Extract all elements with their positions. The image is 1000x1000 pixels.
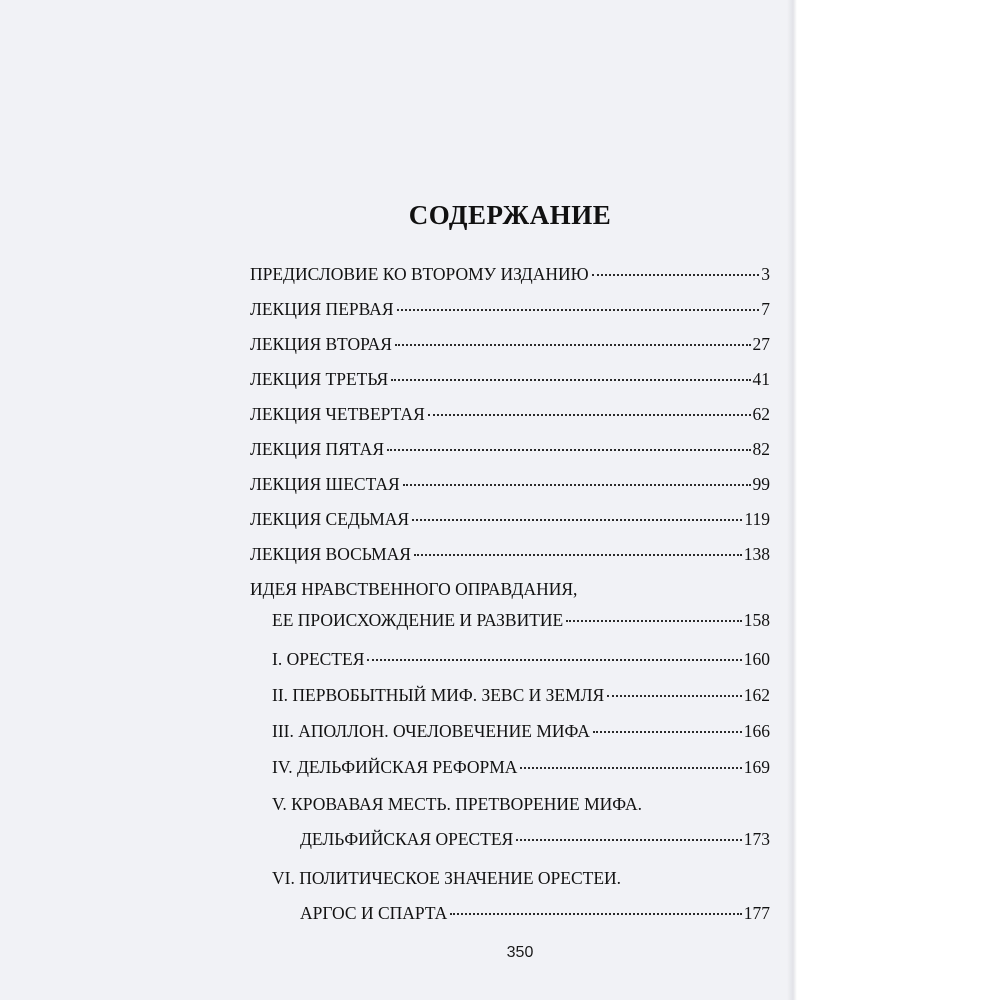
- toc-entry-lecture-5[interactable]: [250, 438, 770, 460]
- dot-leader: [450, 913, 741, 915]
- toc-entry-preface[interactable]: [250, 263, 770, 285]
- dot-leader: [397, 309, 760, 311]
- toc-entry-title: ЛЕКЦИЯ ПЕРВАЯ: [250, 299, 394, 319]
- toc-essay-title-line-1: ИДЕЯ НРАВСТВЕННОГО ОПРАВДАНИЯ,: [250, 579, 578, 599]
- dot-leader: [520, 767, 741, 769]
- toc-entry-page: 169: [743, 757, 770, 777]
- dot-leader: [414, 554, 742, 556]
- toc-entry-title: ЕЕ ПРОИСХОЖДЕНИЕ И РАЗВИТИЕ: [272, 610, 564, 630]
- dot-leader: [412, 519, 742, 521]
- paper-edge: [787, 0, 797, 1000]
- toc-entry-lecture-2[interactable]: [250, 333, 770, 355]
- dot-leader: [593, 731, 742, 733]
- toc-entry-section-2[interactable]: [272, 684, 770, 706]
- toc-entry-title: III. АПОЛЛОН. ОЧЕЛОВЕЧЕНИЕ МИФА: [272, 721, 590, 741]
- dot-leader: [387, 449, 751, 451]
- toc-section-5-title-line-1: V. КРОВАВАЯ МЕСТЬ. ПРЕТВОРЕНИЕ МИФА.: [272, 794, 643, 814]
- dot-leader: [566, 620, 742, 622]
- toc-entry-title: ПРЕДИСЛОВИЕ КО ВТОРОМУ ИЗДАНИЮ: [250, 264, 589, 284]
- toc-entry-essay[interactable]: [272, 609, 770, 631]
- toc-entry-title: ЛЕКЦИЯ ШЕСТАЯ: [250, 474, 400, 494]
- toc-entry-title: ЛЕКЦИЯ ВОСЬМАЯ: [250, 544, 411, 564]
- toc-entry-section-3[interactable]: [272, 720, 770, 742]
- toc-entry-page: 160: [743, 649, 770, 669]
- toc-entry-title: ЛЕКЦИЯ ВТОРАЯ: [250, 334, 392, 354]
- toc-entry-section-5[interactable]: [300, 828, 770, 850]
- dot-leader: [607, 695, 742, 697]
- toc-entry-lecture-6[interactable]: [250, 473, 770, 495]
- toc-entry-lecture-3[interactable]: [250, 368, 770, 390]
- toc-entry-lecture-1[interactable]: [250, 298, 770, 320]
- toc-entry-page: 173: [743, 829, 770, 849]
- toc-entry-section-4[interactable]: [272, 756, 770, 778]
- toc-entry-page: 82: [752, 439, 770, 459]
- toc-section-6-title-line-1: VI. ПОЛИТИЧЕСКОЕ ЗНАЧЕНИЕ ОРЕСТЕИ.: [272, 868, 622, 888]
- dot-leader: [391, 379, 750, 381]
- toc-entry-page: 162: [743, 685, 770, 705]
- dot-leader: [592, 274, 760, 276]
- dot-leader: [428, 414, 751, 416]
- toc-entry-page: 27: [752, 334, 770, 354]
- toc-entry-title: II. ПЕРВОБЫТНЫЙ МИФ. ЗЕВС И ЗЕМЛЯ: [272, 685, 605, 705]
- toc-entry-page: 99: [752, 474, 770, 494]
- toc-entry-title: I. ОРЕСТЕЯ: [272, 649, 365, 669]
- toc-entry-title: ЛЕКЦИЯ ТРЕТЬЯ: [250, 369, 389, 389]
- toc-entry-page: 7: [761, 299, 770, 319]
- toc-entry-page: 177: [743, 903, 770, 923]
- toc-entry-title: IV. ДЕЛЬФИЙСКАЯ РЕФОРМА: [272, 757, 518, 777]
- toc-entry-page: 3: [761, 264, 770, 284]
- toc-entry-page: 62: [752, 404, 770, 424]
- contents-heading: СОДЕРЖАНИЕ: [408, 200, 612, 230]
- page-number: 350: [506, 944, 534, 961]
- toc-entry-page: 119: [744, 509, 770, 529]
- dot-leader: [403, 484, 751, 486]
- toc-entry-title: АРГОС И СПАРТА: [300, 903, 448, 923]
- toc-entry-page: 41: [752, 369, 770, 389]
- toc-entry-title: ЛЕКЦИЯ ЧЕТВЕРТАЯ: [250, 404, 425, 424]
- toc-entry-title: ЛЕКЦИЯ ПЯТАЯ: [250, 439, 384, 459]
- dot-leader: [395, 344, 751, 346]
- toc-entry-page: 138: [743, 544, 770, 564]
- toc-entry-lecture-7[interactable]: [250, 508, 770, 530]
- toc-entry-lecture-8[interactable]: [250, 543, 770, 565]
- toc-entry-lecture-4[interactable]: [250, 403, 770, 425]
- toc-entry-page: 158: [743, 610, 770, 630]
- dot-leader: [367, 659, 741, 661]
- toc-entry-section-1[interactable]: [272, 648, 770, 670]
- dot-leader: [516, 839, 742, 841]
- table-of-contents: [250, 0, 770, 1000]
- toc-entry-page: 166: [743, 721, 770, 741]
- toc-entry-section-6[interactable]: [300, 902, 770, 924]
- toc-entry-title: ЛЕКЦИЯ СЕДЬМАЯ: [250, 509, 410, 529]
- toc-entry-title: ДЕЛЬФИЙСКАЯ ОРЕСТЕЯ: [300, 829, 514, 849]
